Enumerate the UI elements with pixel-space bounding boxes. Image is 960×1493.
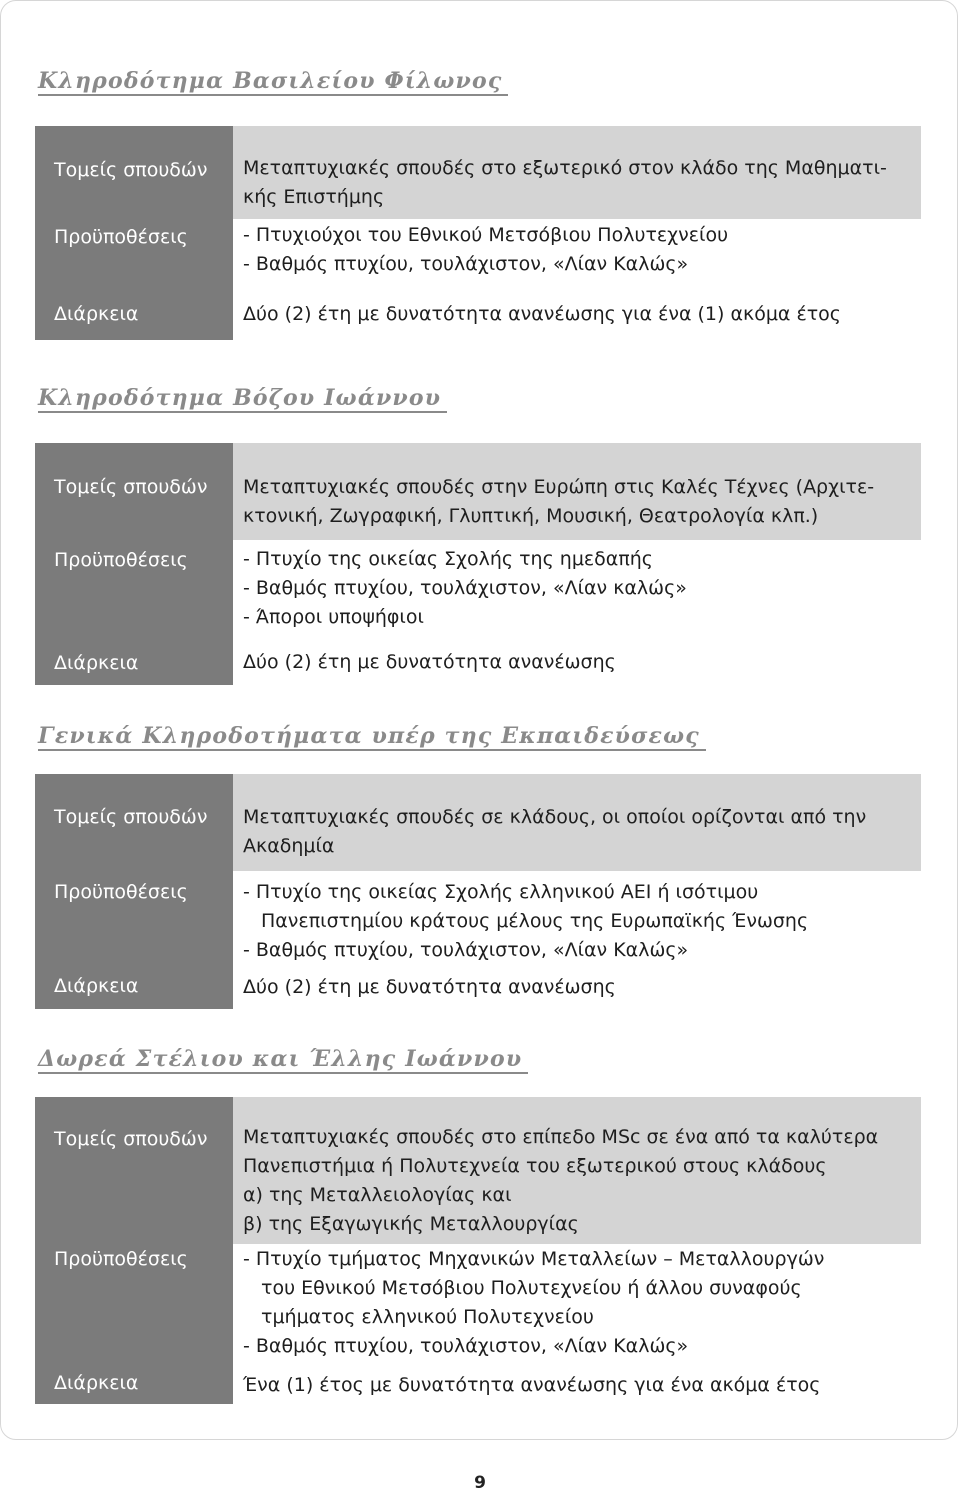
field-line: α) της Μεταλλειολογίας και xyxy=(243,1184,512,1206)
field-value xyxy=(243,154,915,212)
section-title: Κληροδότημα Βασιλείου Φίλωνος xyxy=(38,68,508,96)
field-value xyxy=(243,1123,915,1239)
requirement-line: - Πτυχίο της οικείας Σχολής της ημεδαπής xyxy=(243,548,653,570)
field-value xyxy=(243,473,915,531)
requirement-line: - Άποροι υποψήφιοι xyxy=(243,606,424,628)
requirements-label: Προϋποθέσεις xyxy=(54,881,188,903)
field-label: Τομείς σπουδών xyxy=(54,1128,208,1150)
field-line: Μεταπτυχιακές σπουδές στο επίπεδο MSc σε ένα από τα καλύτερα xyxy=(243,1126,879,1148)
field-label: Τομείς σπουδών xyxy=(54,806,208,828)
info-table xyxy=(35,126,921,340)
requirements-label: Προϋποθέσεις xyxy=(54,226,188,248)
field-line: Μεταπτυχιακές σπουδές στο εξωτερικό στον κλάδο της Μαθηματι- xyxy=(243,157,887,179)
page-number: 9 xyxy=(474,1473,486,1493)
requirements-label: Προϋποθέσεις xyxy=(54,549,188,571)
requirements-value xyxy=(243,1245,915,1361)
field-line: β) της Εξαγωγικής Μεταλλουργίας xyxy=(243,1213,579,1235)
requirement-line: τμήματος ελληνικού Πολυτεχνείου xyxy=(261,1306,594,1328)
requirements-label: Προϋποθέσεις xyxy=(54,1248,188,1270)
duration-label: Διάρκεια xyxy=(54,975,139,997)
field-line: Μεταπτυχιακές σπουδές σε κλάδους, οι οποίοι ορίζονται από την xyxy=(243,806,867,828)
requirement-line: - Πτυχιούχοι του Εθνικού Μετσόβιου Πολυτεχνείου xyxy=(243,224,729,246)
field-line: Πανεπιστήμια ή Πολυτεχνεία του εξωτερικού στους κλάδους xyxy=(243,1155,827,1177)
duration-label: Διάρκεια xyxy=(54,652,139,674)
duration-label: Διάρκεια xyxy=(54,303,139,325)
requirements-value xyxy=(243,878,915,965)
field-line: Ακαδημία xyxy=(243,835,335,857)
field-value xyxy=(243,803,915,861)
requirements-value xyxy=(243,545,915,632)
info-table xyxy=(35,443,921,685)
requirement-line: - Βαθμός πτυχίου, τουλάχιστον, «Λίαν Καλώς» xyxy=(243,253,689,275)
field-line: κής Επιστήμης xyxy=(243,186,385,208)
duration-value: Ένα (1) έτος με δυνατότητα ανανέωσης για ένα ακόμα έτος xyxy=(243,1374,821,1396)
duration-value: Δύο (2) έτη με δυνατότητα ανανέωσης xyxy=(243,651,616,673)
section-title: Γενικά Κληροδοτήματα υπέρ της Εκπαιδεύσεως xyxy=(38,723,706,751)
requirement-line: - Βαθμός πτυχίου, τουλάχιστον, «Λίαν Καλώς» xyxy=(243,939,689,961)
requirement-line: του Εθνικού Μετσόβιου Πολυτεχνείου ή άλλου συναφούς xyxy=(261,1277,802,1299)
requirement-line: - Πτυχίο τμήματος Μηχανικών Μεταλλείων – Μεταλλουργών xyxy=(243,1248,825,1270)
info-table xyxy=(35,1097,921,1404)
field-label: Τομείς σπουδών xyxy=(54,476,208,498)
duration-value: Δύο (2) έτη με δυνατότητα ανανέωσης για ένα (1) ακόμα έτος xyxy=(243,303,841,325)
requirement-line: - Βαθμός πτυχίου, τουλάχιστον, «Λίαν Καλώς» xyxy=(243,1335,689,1357)
field-line: Μεταπτυχιακές σπουδές στην Ευρώπη στις Καλές Τέχνες (Αρχιτε- xyxy=(243,476,875,498)
requirement-line: - Πτυχίο της οικείας Σχολής ελληνικού ΑΕΙ ή ισότιμου xyxy=(243,881,759,903)
info-table xyxy=(35,774,921,1009)
requirements-value xyxy=(243,221,915,279)
duration-label: Διάρκεια xyxy=(54,1372,139,1394)
field-line: κτονική, Ζωγραφική, Γλυπτική, Μουσική, Θεατρολογία κλπ.) xyxy=(243,505,819,527)
field-label: Τομείς σπουδών xyxy=(54,159,208,181)
section-title: Δωρεά Στέλιου και Έλλης Ιωάννου xyxy=(38,1046,528,1074)
requirement-line: - Βαθμός πτυχίου, τουλάχιστον, «Λίαν καλώς» xyxy=(243,577,687,599)
section-title: Κληροδότημα Βόζου Ιωάννου xyxy=(38,385,447,413)
duration-value: Δύο (2) έτη με δυνατότητα ανανέωσης xyxy=(243,976,616,998)
requirement-line: Πανεπιστημίου κράτους μέλους της Ευρωπαϊκής Ένωσης xyxy=(261,910,809,932)
